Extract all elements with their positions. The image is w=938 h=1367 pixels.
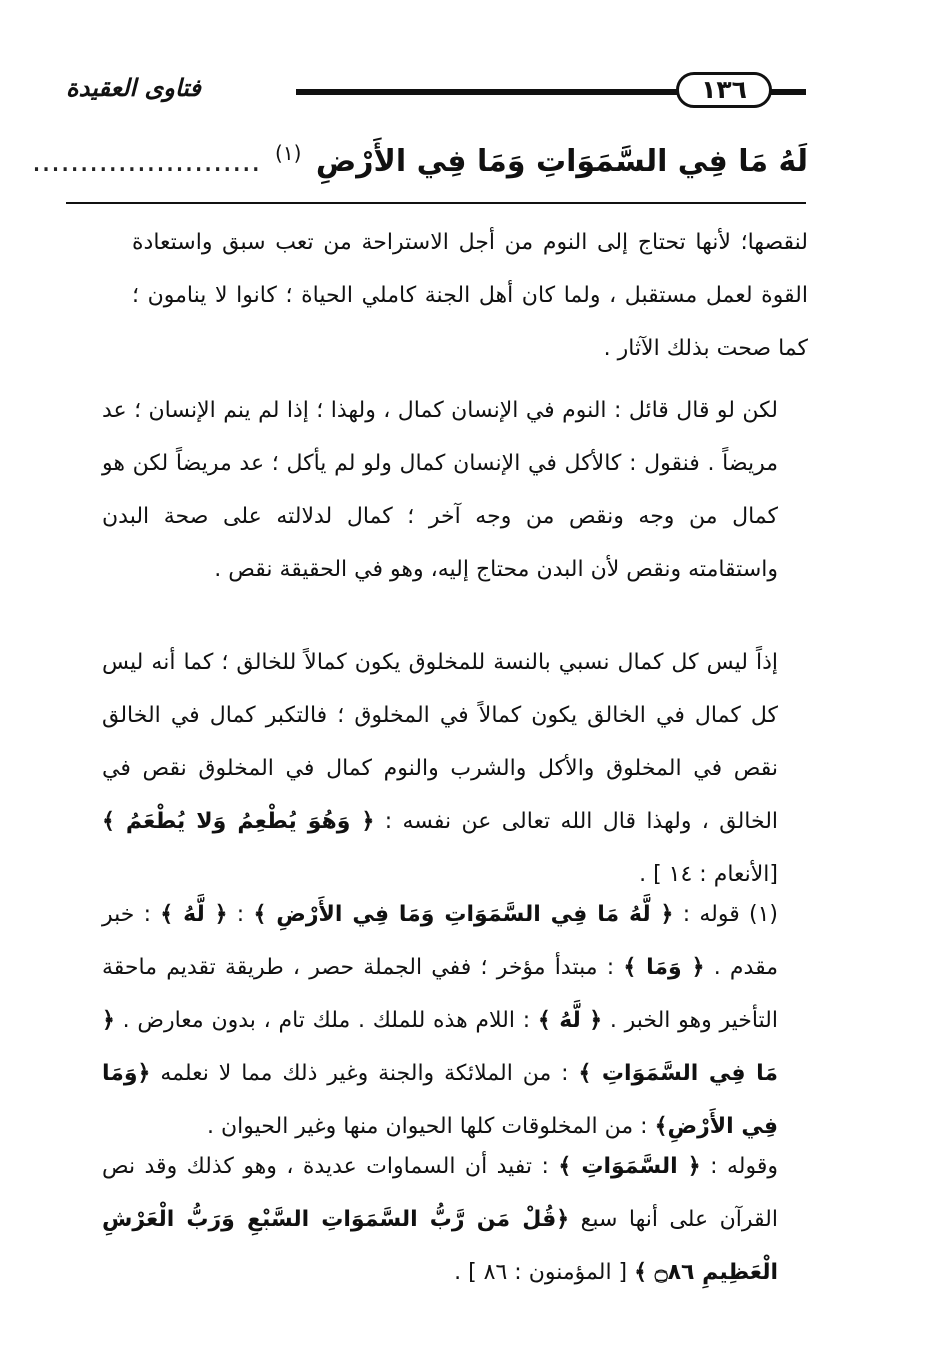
dotted-leader: ........................	[31, 144, 261, 179]
footnote-number: (١)	[748, 902, 778, 927]
running-header	[66, 72, 806, 112]
quran-quote: ﴿ لَّهُ ﴾	[160, 902, 228, 927]
paragraph-5-text: : تفيد أن السماوات عديدة ، وهو كذلك وقد نص القرآن على أنها سبع	[102, 1154, 778, 1232]
footnote-text: : اللام هذه للملك . ملك تام ، بدون معارض .	[122, 1008, 531, 1033]
footnote-text: : مبتدأ مؤخر ؛ ففي الجملة حصر ، طريقة تقديم ماحقة التأخير وهو الخبر .	[102, 955, 778, 1033]
quran-quote: ﴿ لَّهُ ﴾	[537, 1008, 603, 1033]
page-number: ١٣٦	[676, 72, 772, 108]
quran-citation: [ المؤمنون : ٨٦ ] .	[454, 1260, 628, 1285]
quran-quote: ﴿قُلْ مَن رَّبُّ السَّمَوَاتِ السَّبْعِ وَرَبُّ الْعَرْشِ الْعَظِيمِ ۝٨٦ ﴾	[102, 1207, 778, 1285]
quran-quote: ﴿وَمَا فِي الأَرْضِ﴾	[102, 1061, 778, 1139]
verse-heading-text: لَهُ مَا فِي السَّمَوَاتِ وَمَا فِي الأَرْضِ	[315, 144, 808, 179]
paragraph-1: لنقصها؛ لأنها تحتاج إلى النوم من أجل الاستراحة من تعب سبق واستعادة القوة لعمل مستقبل ، ولما كان أهل الجنة كاملي الحياة ؛ كانوا لا ينامون ؛ كما صحت بذلك الآثار .	[132, 230, 808, 361]
footnote-marker: (١)	[275, 141, 302, 165]
header-rule-left	[296, 89, 678, 95]
paragraph-2-text: لكن لو قال قائل : النوم في الإنسان كمال ، ولهذا ؛ إذا لم ينم الإنسان ؛ عد مريضاً . فنقول : كالأكل في الإنسان كمال ولو لم يأكل ؛ عد مريضاً لكن هو كمال من وجه ونقص من وجه آخر ؛ كمال لدلالته على صحة البدن واستقامته ونقص لأن البدن محتاج إليه، وهو في الحقيقة نقص .	[102, 398, 778, 582]
header-rule-right	[768, 89, 806, 95]
quran-quote: ﴿ مَا فِي السَّمَوَاتِ ﴾	[102, 1008, 778, 1086]
heading-divider	[66, 202, 806, 204]
quran-quote: ﴿ لَّهُ مَا فِي السَّمَوَاتِ وَمَا فِي الأَرْضِ ﴾	[253, 902, 674, 927]
footnote-text: : خبر مقدم .	[102, 902, 778, 980]
book-title: فتاوى العقيدة	[66, 74, 201, 102]
footnote-intro: قوله :	[682, 902, 740, 927]
paragraph-3	[102, 636, 808, 901]
paragraph-5	[102, 1140, 808, 1299]
quran-quote: ﴿ وَمَا ﴾	[623, 955, 705, 980]
paragraph-5-intro: وقوله :	[710, 1154, 778, 1179]
footnote-paragraph	[102, 888, 808, 1153]
footnote-text: : من الملائكة والجنة وغير ذلك مما لا نعلمه	[160, 1061, 569, 1086]
paragraph-2	[102, 384, 808, 596]
separator: :	[236, 902, 245, 927]
quran-quote: ﴿ السَّمَوَاتِ ﴾	[558, 1154, 701, 1179]
footnote-text: : من المخلوقات كلها الحيوان منها وغير الحيوان .	[207, 1114, 648, 1139]
quran-quote: ﴿ وَهُوَ يُطْعِمُ وَلا يُطْعَمُ ﴾	[102, 809, 375, 834]
paragraph-3-text: إذاً ليس كل كمال نسبي بالنسة للمخلوق يكون كمالاً للخالق ؛ كما أنه ليس كل كمال في الخالق يكون كمالاً في المخلوق ؛ فالتكبر كمال في الخالق نقص في المخلوق والأكل والشرب والنوم كمال في المخلوق نقص في الخالق ، ولهذا قال الله تعالى عن نفسه :	[102, 650, 779, 834]
verse-heading	[31, 128, 808, 187]
quran-citation: [الأنعام : ١٤ ] .	[639, 862, 778, 887]
